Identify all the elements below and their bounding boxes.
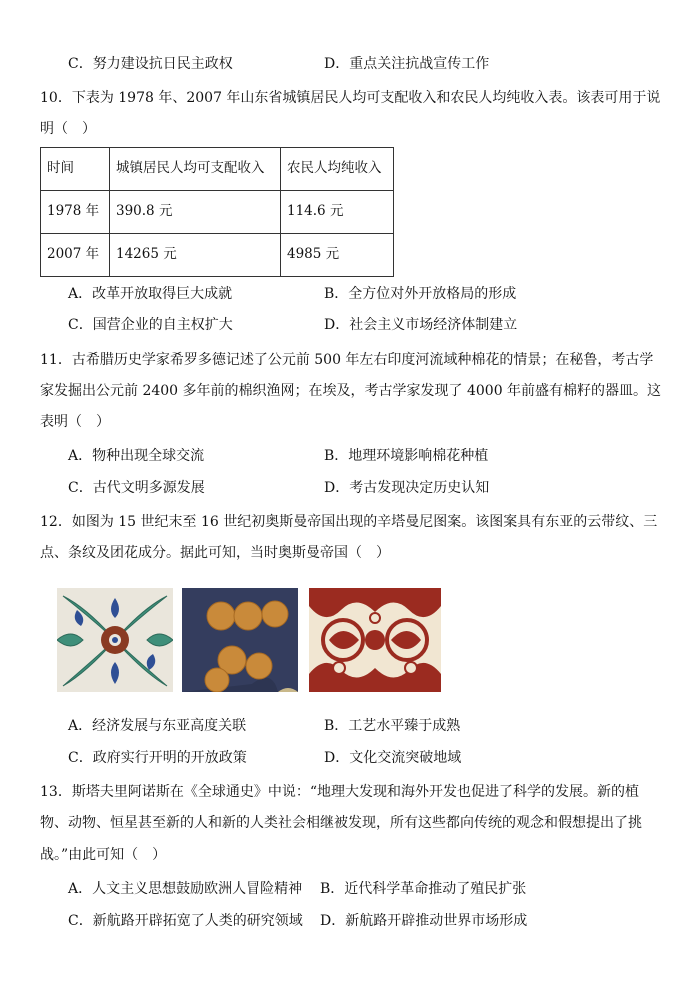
q12-option-a: A．经济发展与东亚高度关联: [68, 718, 247, 734]
q13-option-b: B．近代科学革命推动了殖民扩张: [320, 881, 527, 897]
q12-option-b: B．工艺水平臻于成熟: [324, 718, 461, 734]
q10-option-a: A．改革开放取得巨大成就: [68, 286, 233, 302]
q11-stem-line3: 表明（ ）: [40, 414, 110, 430]
q10-option-d: D．社会主义市场经济体制建立: [324, 317, 518, 333]
pattern-image-2: [182, 588, 298, 692]
q10-option-b: B．全方位对外开放格局的形成: [324, 286, 517, 302]
table-header-cell: 城镇居民人均可支配收入: [110, 148, 281, 191]
table-header-row: [41, 148, 394, 191]
q13-option-c: C．新航路开辟拓宽了人类的研究领域: [68, 913, 303, 929]
table-header-cell: 时间: [41, 148, 110, 191]
q13-option-a: A．人文主义思想鼓励欧洲人冒险精神: [68, 881, 303, 897]
q10-option-c: C．国营企业的自主权扩大: [68, 317, 233, 333]
q11-option-a: A．物种出现全球交流: [68, 448, 205, 464]
table-cell: 14265 元: [110, 234, 281, 277]
table-header-cell: 农民人均纯收入: [281, 148, 394, 191]
q10-stem-line2: 明（ ）: [40, 121, 96, 137]
q9-option-c: C．努力建设抗日民主政权: [68, 56, 233, 72]
q12-stem-line1: 12．如图为 15 世纪末至 16 世纪初奥斯曼帝国出现的辛塔曼尼图案。该图案具有东亚的云带纹、三: [40, 514, 658, 530]
q13-stem-line1: 13．斯塔夫里阿诺斯在《全球通史》中说：“地理大发现和海外开发也促进了科学的发展。新的植: [40, 784, 639, 800]
q13-stem-line2: 物、动物、恒星甚至新的人和新的人类社会相继被发现，所有这些都向传统的观念和假想提出了挑: [40, 815, 642, 831]
q13-stem-line3: 战。”由此可知（ ）: [40, 847, 167, 863]
q13-option-d: D．新航路开辟推动世界市场形成: [320, 913, 528, 929]
q10-stem-line1: 10．下表为 1978 年、2007 年山东省城镇居民人均可支配收入和农民人均纯收入表。该表可用于说: [40, 90, 661, 106]
pattern-image-1: [57, 588, 173, 692]
q9-option-d: D．重点关注抗战宣传工作: [324, 56, 490, 72]
table-row: [41, 191, 394, 234]
table-cell: 4985 元: [281, 234, 394, 277]
table-row: [41, 234, 394, 277]
q12-option-c: C．政府实行开明的开放政策: [68, 750, 247, 766]
q11-stem-line2: 家发掘出公元前 2400 多年前的棉织渔网；在埃及，考古学家发现了 4000 年前盛有棉籽的器皿。这: [40, 383, 662, 399]
table-cell: 390.8 元: [110, 191, 281, 234]
table-cell: 2007 年: [41, 234, 110, 277]
q11-option-d: D．考古发现决定历史认知: [324, 480, 490, 496]
q11-stem-line1: 11．古希腊历史学家希罗多德记述了公元前 500 年左右印度河流域种棉花的情景；在秘鲁，考古学: [40, 352, 654, 368]
table-cell: 1978 年: [41, 191, 110, 234]
q12-stem-line2: 点、条纹及团花成分。据此可知，当时奥斯曼帝国（ ）: [40, 545, 390, 561]
q12-option-d: D．文化交流突破地域: [324, 750, 462, 766]
q11-option-c: C．古代文明多源发展: [68, 480, 205, 496]
pattern-image-3: [309, 588, 441, 692]
income-table: [40, 147, 394, 277]
table-cell: 114.6 元: [281, 191, 394, 234]
q11-option-b: B．地理环境影响棉花种植: [324, 448, 489, 464]
